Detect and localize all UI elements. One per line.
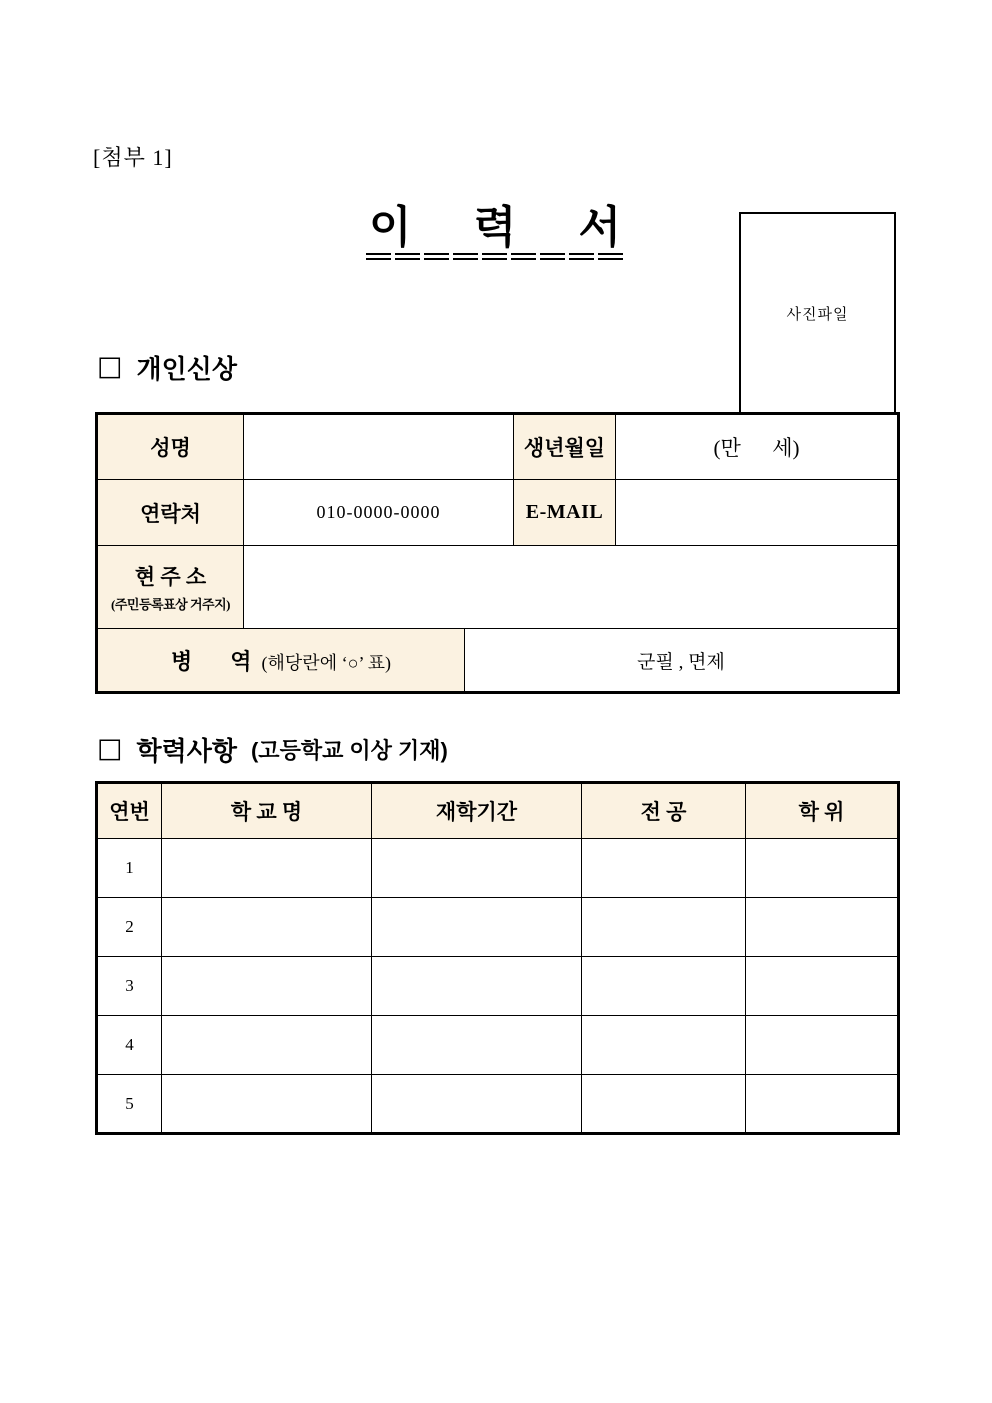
- education-col-no: 연번: [97, 783, 162, 839]
- education-row-1: [97, 839, 899, 898]
- major-cell[interactable]: [582, 1016, 746, 1075]
- education-row-number: 4: [97, 1016, 162, 1075]
- school-name-cell[interactable]: [162, 957, 372, 1016]
- education-row-4: [97, 1016, 899, 1075]
- name-value-cell[interactable]: [244, 414, 514, 480]
- birth-label-cell: 생년월일: [514, 414, 616, 480]
- enrollment-period-cell[interactable]: [372, 898, 582, 957]
- school-name-cell[interactable]: [162, 1016, 372, 1075]
- military-value-cell[interactable]: 군필 , 면제: [465, 629, 899, 693]
- education-row-number: 2: [97, 898, 162, 957]
- school-name-cell[interactable]: [162, 1075, 372, 1134]
- education-row-number: 5: [97, 1075, 162, 1134]
- military-label-note: (해당란에 ‘○’ 표): [261, 652, 391, 673]
- personal-row-contact-email: [97, 480, 899, 546]
- address-sublabel-text: (주민등록표상 거주지): [111, 597, 230, 612]
- education-header-row: [97, 783, 899, 839]
- address-value-cell[interactable]: [244, 546, 899, 629]
- square-bullet-icon: □: [97, 351, 123, 382]
- degree-cell[interactable]: [746, 898, 899, 957]
- title-underline: [366, 253, 626, 261]
- address-label-text: 현 주 소: [134, 565, 207, 589]
- enrollment-period-cell[interactable]: [372, 957, 582, 1016]
- major-cell[interactable]: [582, 1075, 746, 1134]
- school-name-cell[interactable]: [162, 898, 372, 957]
- major-cell[interactable]: [582, 839, 746, 898]
- square-bullet-icon: □: [97, 733, 123, 764]
- education-heading-text: 학력사항: [136, 736, 237, 766]
- military-label-part2: 역: [230, 648, 252, 674]
- degree-cell[interactable]: [746, 839, 899, 898]
- education-col-school: 학 교 명: [162, 783, 372, 839]
- degree-cell[interactable]: [746, 1075, 899, 1134]
- education-col-period: 재학기간: [372, 783, 582, 839]
- personal-row-military: [97, 629, 899, 693]
- education-row-number: 3: [97, 957, 162, 1016]
- education-section-heading: [97, 731, 448, 768]
- education-col-major: 전 공: [582, 783, 746, 839]
- email-value-cell[interactable]: [616, 480, 899, 546]
- education-row-3: [97, 957, 899, 1016]
- education-heading-note: (고등학교 이상 기재): [250, 738, 448, 763]
- contact-value-cell[interactable]: 010-0000-0000: [244, 480, 514, 546]
- birth-value-cell[interactable]: (만 세): [616, 414, 899, 480]
- enrollment-period-cell[interactable]: [372, 839, 582, 898]
- address-label-cell: [97, 546, 244, 629]
- military-label-cell: [97, 629, 465, 693]
- enrollment-period-cell[interactable]: [372, 1016, 582, 1075]
- name-label-cell: 성명: [97, 414, 244, 480]
- personal-section-heading: [97, 349, 237, 386]
- education-row-2: [97, 898, 899, 957]
- education-row-5: [97, 1075, 899, 1134]
- education-col-degree: 학 위: [746, 783, 899, 839]
- personal-row-name-birth: [97, 414, 899, 480]
- major-cell[interactable]: [582, 957, 746, 1016]
- personal-heading-text: 개인신상: [136, 354, 237, 384]
- contact-label-cell: 연락처: [97, 480, 244, 546]
- enrollment-period-cell[interactable]: [372, 1075, 582, 1134]
- education-table: [95, 781, 900, 1135]
- degree-cell[interactable]: [746, 1016, 899, 1075]
- email-label-cell: E-MAIL: [514, 480, 616, 546]
- school-name-cell[interactable]: [162, 839, 372, 898]
- personal-row-address: [97, 546, 899, 629]
- education-row-number: 1: [97, 839, 162, 898]
- document-title: 이 력 서: [369, 203, 623, 252]
- attachment-label: [첨부 1]: [93, 145, 173, 170]
- photo-box-label: 사진파일: [786, 306, 849, 323]
- photo-upload-box[interactable]: [739, 212, 896, 414]
- military-label-part1: 병: [171, 648, 193, 674]
- major-cell[interactable]: [582, 898, 746, 957]
- personal-info-table: [95, 412, 900, 694]
- degree-cell[interactable]: [746, 957, 899, 1016]
